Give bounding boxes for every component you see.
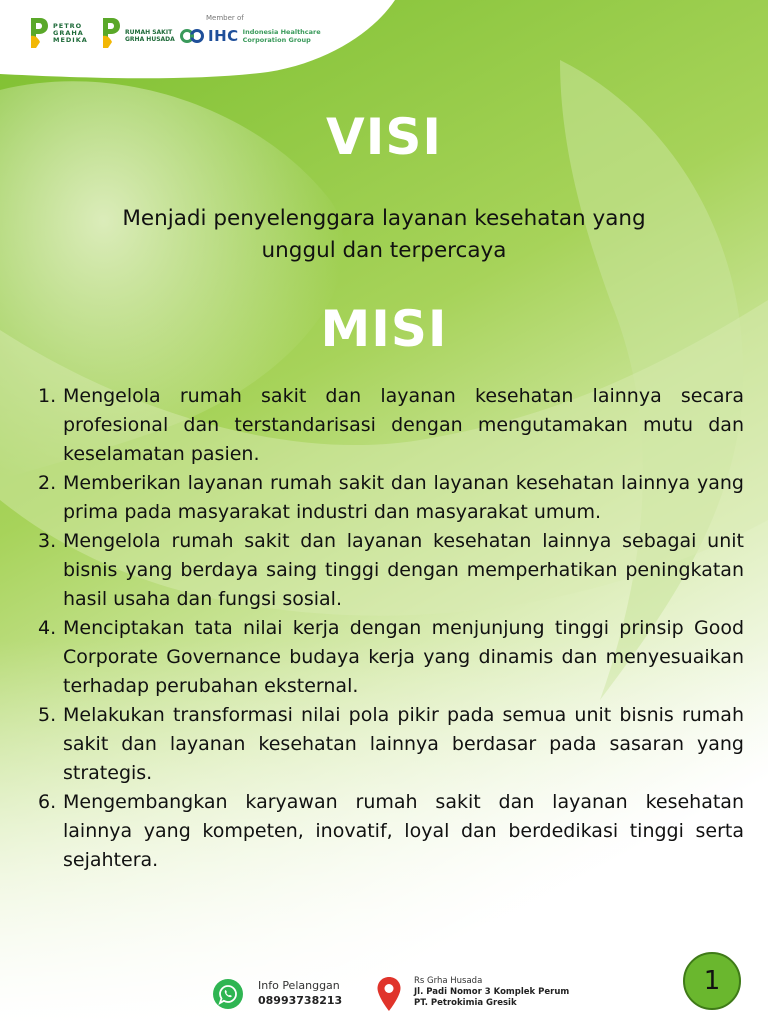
misi-item — [38, 701, 744, 788]
misi-item-text: Mengembangkan karyawan rumah sakit dan layanan kesehatan lainnya yang kompeten, inovatif, loyal dan berdedikasi tinggi serta sejahtera. — [63, 791, 744, 871]
pgm-logo-icon — [28, 16, 50, 50]
misi-item — [38, 382, 744, 469]
misi-item — [38, 614, 744, 701]
ihc-logo — [180, 14, 350, 48]
petro-graha-medika-logo — [28, 16, 88, 50]
misi-item — [38, 527, 744, 614]
misi-item-number: 4. — [38, 617, 57, 639]
misi-item-number: 3. — [38, 530, 57, 552]
ihc-desc-line-1: Indonesia Healthcare — [242, 28, 321, 36]
address-line-1: Rs Grha Husada — [414, 976, 483, 986]
misi-item-number: 5. — [38, 704, 57, 726]
pgm-logo-line-1: PETRO — [53, 21, 83, 30]
rs-logo-line-2: GRHA HUSADA — [125, 36, 175, 43]
misi-item-text: Menciptakan tata nilai kerja dengan menjunjung tinggi prinsip Good Corporate Governance budaya kerja yang dinamis dan menyesuaikan terhadap perubahan eksternal. — [63, 617, 744, 697]
misi-item-number: 6. — [38, 791, 57, 813]
whatsapp-icon — [212, 978, 244, 1010]
address-block — [414, 976, 569, 1009]
info-pelanggan-label: Info Pelanggan — [258, 979, 340, 992]
rs-logo-icon — [100, 16, 122, 50]
visi-text-line-1: Menjadi penyelenggara layanan kesehatan yang — [122, 206, 646, 231]
visi-text — [40, 203, 728, 267]
ihc-desc-line-2: Corporation Group — [242, 36, 311, 44]
misi-item — [38, 788, 744, 875]
misi-item-number: 2. — [38, 472, 57, 494]
misi-item-number: 1. — [38, 385, 57, 407]
visi-title: VISI — [326, 108, 442, 166]
misi-item-text: Mengelola rumah sakit dan layanan kesehatan lainnya secara profesional dan terstandarisasi dengan mengutamakan mutu dan keselamatan pasien. — [63, 385, 744, 465]
visi-text-line-2: unggul dan terpercaya — [261, 238, 507, 263]
rumah-sakit-grha-husada-logo — [100, 16, 175, 50]
address-line-2: Jl. Padi Nomor 3 Komplek Perum — [414, 987, 570, 997]
page-number-badge: 1 — [683, 952, 741, 1010]
misi-item-text: Mengelola rumah sakit dan layanan kesehatan lainnya sebagai unit bisnis yang berdaya saing tinggi dengan memperhatikan peningkatan hasil usaha dan fungsi sosial. — [63, 530, 744, 610]
ihc-logo-name: IHC — [208, 27, 239, 45]
rs-logo-line-1: RUMAH SAKIT — [125, 29, 173, 36]
misi-list — [38, 382, 744, 875]
ihc-logo-icon — [180, 26, 206, 46]
misi-item-text: Memberikan layanan rumah sakit dan layanan kesehatan lainnya yang prima pada masyarakat industri dan masyarakat umum. — [63, 472, 744, 523]
misi-item — [38, 469, 744, 527]
address-line-3: PT. Petrokimia Gresik — [414, 998, 517, 1008]
location-pin-icon — [376, 976, 402, 1012]
ihc-member-label: Member of — [206, 14, 244, 22]
pgm-logo-line-3: MEDIKA — [53, 35, 88, 44]
misi-item-text: Melakukan transformasi nilai pola pikir pada semua unit bisnis rumah sakit dan layanan kesehatan lainnya berdasar pada sasaran yang strategis. — [63, 704, 744, 784]
misi-title: MISI — [320, 300, 448, 358]
info-pelanggan-phone: 08993738213 — [258, 994, 343, 1007]
pgm-logo-line-2: GRAHA — [53, 28, 84, 37]
